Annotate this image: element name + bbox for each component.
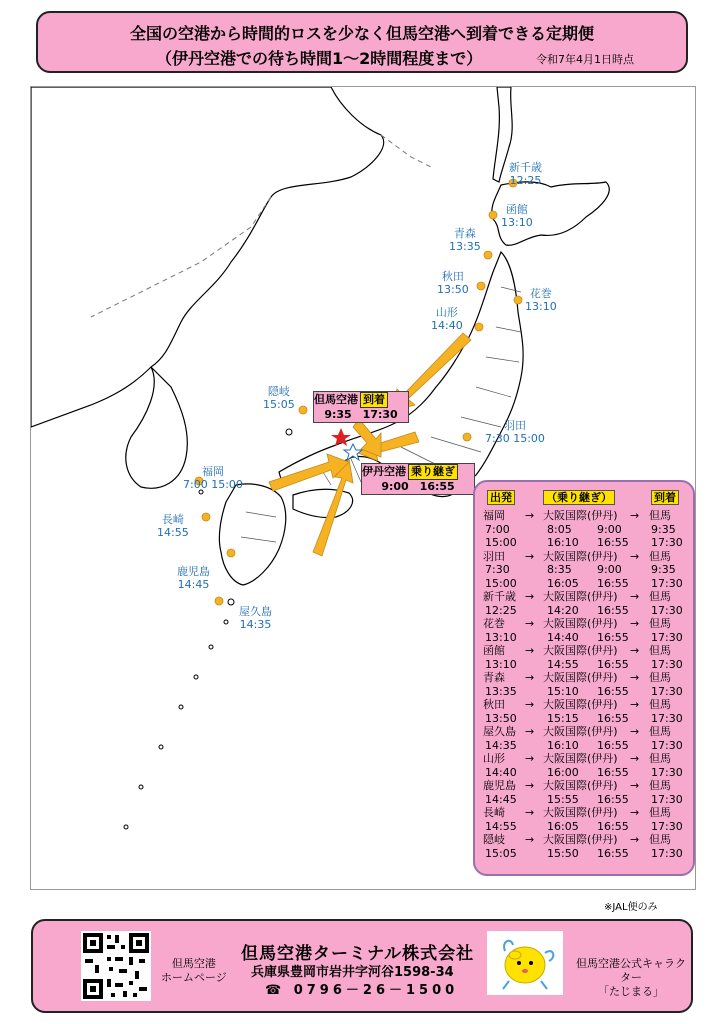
mascot-caption: 但馬空港公式キャラクター 「たじまる」 [576,957,686,998]
schedule-row [475,725,693,739]
schedule-cell: 16:55 [597,603,629,617]
schedule-cell: 15:00 [485,576,517,590]
schedule-row [475,604,693,618]
schedule-cell: → [630,752,640,765]
korea-peninsula [126,367,188,488]
schedule-cell: 7:30 [485,563,510,576]
qr-code-icon[interactable] [81,931,151,1001]
schedule-cell: → [630,644,640,657]
schedule-table [473,480,695,876]
company-name: 但馬空港ターミナル株式会社 [241,944,475,964]
schedule-cell: 大阪国際(伊丹) [543,779,618,792]
schedule-cell: 14:55 [547,657,579,671]
schedule-row [475,793,693,807]
schedule-cell: → [525,806,535,819]
schedule-cell: 13:50 [485,711,517,725]
schedule-cell: 大阪国際(伊丹) [543,725,618,738]
schedule-cell: → [630,806,640,819]
schedule-cell: 8:35 [547,563,572,576]
schedule-cell: 但馬 [649,806,671,819]
city-aomori: 青森 13:35 [449,227,481,253]
schedule-cell: → [525,779,535,792]
schedule-row [475,523,693,537]
schedule-cell: 大阪国際(伊丹) [543,509,618,522]
tajima-label: 但馬空港 [314,393,358,406]
tajima-airport-callout [313,391,409,423]
schedule-cell: → [525,671,535,684]
schedule-cell: 16:55 [597,792,629,806]
city-kagoshima: 鹿児島 14:45 [177,565,210,591]
schedule-cell: → [630,671,640,684]
schedule-row [475,847,693,861]
itami-airport-callout [361,463,475,495]
schedule-cell: 但馬 [649,590,671,603]
schedule-cell: 秋田 [483,698,505,711]
city-fukuoka: 福岡 7:00 15:00 [183,465,243,491]
city-yakushima: 屋久島 14:35 [239,605,272,631]
schedule-cell: 13:10 [485,657,517,671]
schedule-cell: 17:30 [651,819,683,833]
schedule-cell: 17:30 [651,792,683,806]
schedule-row [475,577,693,591]
schedule-cell: 17:30 [651,846,683,860]
schedule-cell: → [525,509,535,522]
honshu [279,252,523,497]
schedule-row [475,563,693,577]
schedule-cell: 大阪国際(伊丹) [543,644,618,657]
schedule-cell: 羽田 [483,549,505,563]
schedule-cell: 14:35 [485,738,517,752]
schedule-cell: 新千歳 [483,590,516,603]
schedule-cell: → [525,698,535,711]
schedule-body [475,509,693,860]
title-line1: 全国の空港から時間的ロスを少なく但馬空港へ到着できる定期便 [129,24,594,43]
shikoku [293,489,353,517]
footnote: ※JAL便のみ [604,902,658,913]
schedule-row [475,698,693,712]
schedule-cell: 青森 [483,671,505,684]
schedule-cell: 但馬 [649,833,671,846]
homepage-caption: 但馬空港 ホームページ [161,957,227,984]
schedule-cell: 16:55 [597,657,629,671]
schedule-cell: → [630,725,640,738]
schedule-cell: 17:30 [651,738,683,752]
date-stamp: 令和7年4月1日時点 [536,53,634,66]
schedule-cell: 但馬 [649,725,671,738]
schedule-cell: 16:05 [547,576,579,590]
schedule-cell: → [630,617,640,630]
schedule-cell: 15:55 [547,792,579,806]
schedule-cell: 但馬 [649,509,671,522]
schedule-row [475,536,693,550]
phone-number: ☎ 0796－26－1500 [265,983,459,998]
transfer-tag: 乗り継ぎ [408,464,458,480]
schedule-cell: 15:05 [485,846,517,860]
schedule-cell: 但馬 [649,617,671,630]
schedule-cell: 16:55 [597,684,629,698]
city-akita: 秋田 13:50 [437,270,469,296]
schedule-cell: 13:35 [485,684,517,698]
schedule-cell: 大阪国際(伊丹) [543,617,618,630]
schedule-row [475,833,693,847]
schedule-cell: 隠岐 [483,833,505,846]
schedule-cell: 但馬 [649,698,671,711]
schedule-cell: → [525,752,535,765]
schedule-cell: 16:00 [547,765,579,779]
schedule-cell: 16:55 [597,738,629,752]
schedule-cell: → [630,590,640,603]
border-line-2 [381,135,431,167]
schedule-cell: 花巻 [483,617,505,630]
schedule-cell: 17:30 [651,657,683,671]
schedule-cell: 屋久島 [483,725,516,738]
schedule-cell: 大阪国際(伊丹) [543,671,618,684]
title-banner [36,11,688,73]
schedule-cell: 福岡 [483,509,505,522]
schedule-cell: 12:25 [485,603,517,617]
schedule-cell: 17:30 [651,711,683,725]
footer-banner [31,919,693,1013]
schedule-cell: 15:50 [547,846,579,860]
schedule-row [475,779,693,793]
schedule-cell: → [525,617,535,630]
schedule-cell: 16:55 [597,711,629,725]
schedule-cell: → [630,779,640,792]
schedule-cell: 但馬 [649,644,671,657]
schedule-cell: → [525,644,535,657]
header-departure: 出発 [487,490,515,505]
schedule-cell: 9:00 [597,563,622,576]
schedule-cell: 16:55 [597,536,629,549]
tajima-times: 9:35 17:30 [324,408,398,421]
mascot-tajimaru-icon [487,931,563,995]
city-hanamaki: 花巻 13:10 [525,287,557,313]
schedule-row [475,820,693,834]
schedule-cell: 16:55 [597,576,629,590]
schedule-header [475,490,693,506]
schedule-row [475,806,693,820]
schedule-cell: → [525,590,535,603]
schedule-row [475,712,693,726]
schedule-cell: 9:00 [597,522,622,536]
schedule-row [475,590,693,604]
schedule-cell: 17:30 [651,576,683,590]
kyushu [219,484,285,585]
schedule-cell: → [630,698,640,711]
schedule-row [475,617,693,631]
schedule-cell: 17:30 [651,765,683,779]
schedule-cell: 16:55 [597,630,629,644]
schedule-cell: → [630,509,640,522]
header-transfer: （乗り継ぎ） [543,490,615,505]
schedule-cell: 14:45 [485,792,517,806]
schedule-cell: 9:35 [651,522,676,536]
schedule-cell: → [630,833,640,846]
schedule-cell: 大阪国際(伊丹) [543,833,618,846]
schedule-cell: 8:05 [547,522,572,536]
schedule-cell: 14:40 [485,765,517,779]
schedule-cell: 但馬 [649,752,671,765]
schedule-cell: 16:55 [597,819,629,833]
schedule-cell: 大阪国際(伊丹) [543,698,618,711]
schedule-cell: 大阪国際(伊丹) [543,752,618,765]
schedule-row [475,739,693,753]
continent-coastline [31,87,384,427]
schedule-cell: 山形 [483,752,505,765]
schedule-cell: 函館 [483,644,505,657]
itami-label: 伊丹空港 [362,465,406,478]
schedule-cell: 但馬 [649,779,671,792]
schedule-cell: → [525,725,535,738]
schedule-row [475,752,693,766]
schedule-row [475,671,693,685]
title-line2: （伊丹空港での待ち時間1～2時間程度まで） [156,49,483,68]
schedule-cell: 大阪国際(伊丹) [543,549,618,563]
schedule-cell: → [630,549,640,563]
city-haneda: 羽田 7:30 15:00 [485,419,545,445]
schedule-cell: 13:10 [485,630,517,644]
city-yamagata: 山形 14:40 [431,306,463,332]
itami-times: 9:00 16:55 [381,480,455,493]
schedule-row [475,509,693,523]
schedule-cell: 17:30 [651,630,683,644]
schedule-cell: 大阪国際(伊丹) [543,590,618,603]
arrival-tag: 到着 [360,392,388,408]
city-shin-chitose: 新千歳 12:25 [509,161,542,187]
schedule-cell: 16:10 [547,738,579,752]
schedule-cell: → [525,833,535,846]
schedule-cell: 15:15 [547,711,579,725]
city-oki: 隠岐 15:05 [263,385,295,411]
schedule-cell: 16:10 [547,536,579,549]
schedule-row [475,685,693,699]
schedule-cell: 17:30 [651,603,683,617]
schedule-cell: → [525,549,535,563]
company-address: 兵庫県豊岡市岩井字河谷1598-34 [251,965,454,980]
schedule-cell: 15:10 [547,684,579,698]
city-hakodate: 函館 13:10 [501,203,533,229]
schedule-cell: 長崎 [483,806,505,819]
schedule-row [475,766,693,780]
schedule-cell: 大阪国際(伊丹) [543,806,618,819]
schedule-cell: 16:55 [597,765,629,779]
schedule-row [475,550,693,564]
schedule-cell: 14:40 [547,630,579,644]
schedule-cell: 17:30 [651,536,683,549]
header-arrival: 到着 [651,490,679,505]
schedule-cell: 14:20 [547,603,579,617]
schedule-row [475,631,693,645]
schedule-cell: 但馬 [649,549,671,563]
schedule-cell: 16:05 [547,819,579,833]
schedule-cell: 17:30 [651,684,683,698]
schedule-row [475,658,693,672]
schedule-cell: 鹿児島 [483,779,516,792]
schedule-cell: 16:55 [597,846,629,860]
city-nagasaki: 長崎 14:55 [157,513,189,539]
schedule-cell: 但馬 [649,671,671,684]
schedule-cell: 9:35 [651,563,676,576]
schedule-cell: 15:00 [485,536,517,549]
schedule-cell: 14:55 [485,819,517,833]
schedule-cell: 7:00 [485,522,510,536]
schedule-row [475,644,693,658]
